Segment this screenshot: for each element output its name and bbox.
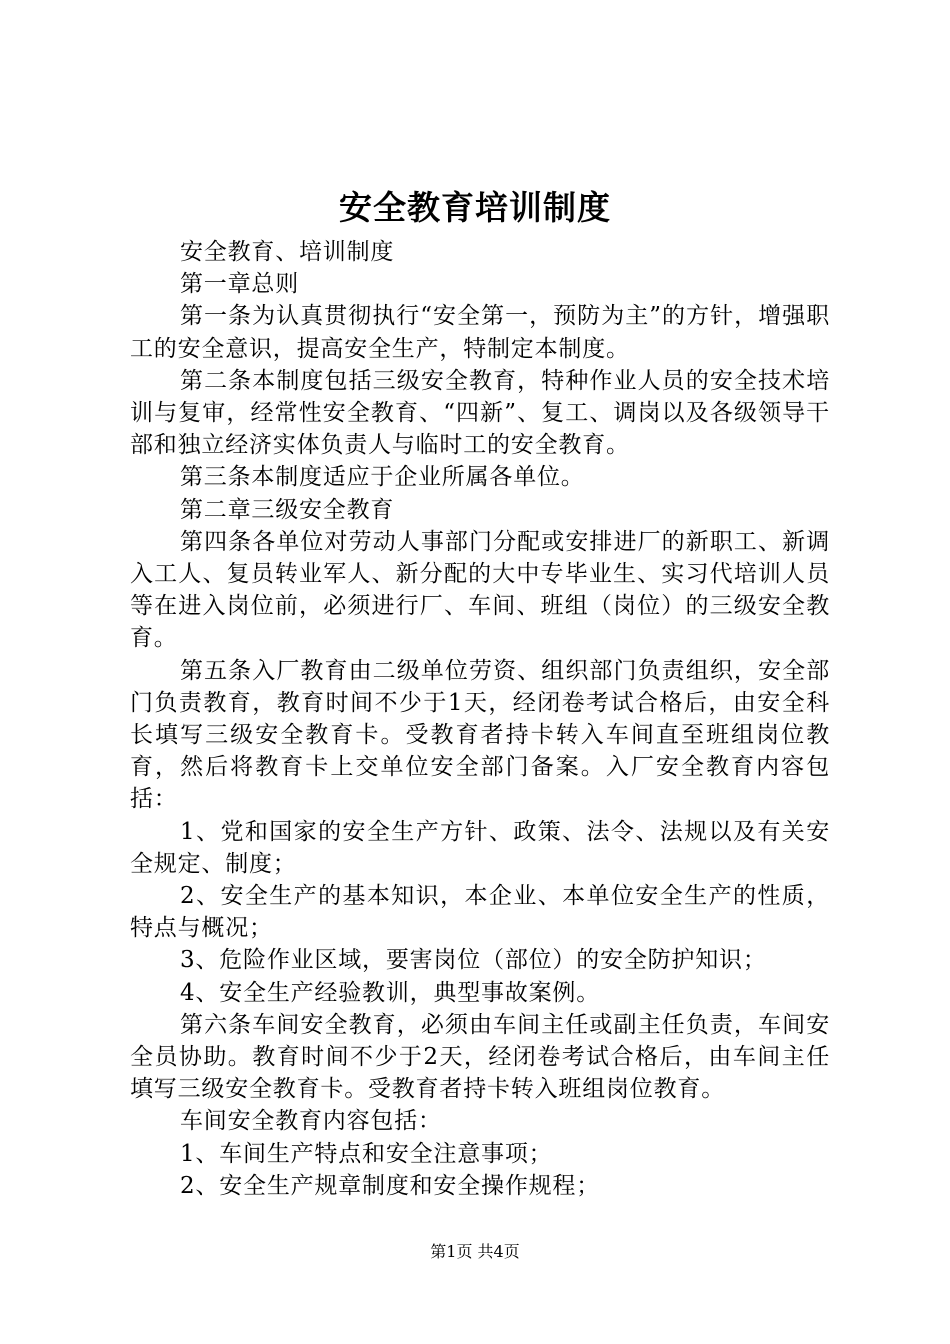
list-item: 3、危险作业区域，要害岗位（部位）的安全防护知识；: [180, 947, 767, 974]
list-item: 1、车间生产特点和安全注意事项；: [180, 1140, 553, 1167]
list-item: 1、党和国家的安全生产方针、政策、法令、法规以及有关安全规定、制度；: [130, 818, 830, 877]
document-title: 安全教育培训制度: [339, 188, 611, 227]
workshop-education-intro: 车间安全教育内容包括：: [180, 1108, 442, 1135]
list-item: 2、安全生产的基本知识，本企业、本单位安全生产的性质，特点与概况；: [130, 883, 830, 942]
article-3: 第三条本制度适应于企业所属各单位。: [180, 464, 585, 491]
article-4: 第四条各单位对劳动人事部门分配或安排进厂的新职工、新调入工人、复员转业军人、新分配的大中专毕业生、实习代培训人员等在进入岗位前，必须进行厂、车间、班组（岗位）的三级安全教育。: [130, 528, 830, 652]
article-1: 第一条为认真贯彻执行“安全第一，预防为主”的方针，增强职工的安全意识，提高安全生产，特制定本制度。: [130, 303, 830, 362]
article-6: 第六条车间安全教育，必须由车间主任或副主任负责，车间安全员协助。教育时间不少于2天，经闭卷考试合格后，由车间主任填写三级安全教育卡。受教育者持卡转入班组岗位教育。: [130, 1011, 830, 1103]
article-5: 第五条入厂教育由二级单位劳资、组织部门负责组织，安全部门负责教育，教育时间不少于1天，经闭卷考试合格后，由安全科长填写三级安全教育卡。受教育者持卡转入车间直至班组岗位教育，然后将教育卡上交单位安全部门备案。入厂安全教育内容包括：: [130, 657, 830, 813]
page-footer: 第1页 共4页: [430, 1242, 520, 1261]
document-body: [130, 236, 830, 1202]
chapter-2-heading: 第二章三级安全教育: [180, 496, 395, 523]
paragraph-heading: 安全教育、培训制度: [180, 239, 395, 265]
chapter-1-heading: 第一章总则: [180, 271, 299, 298]
list-item: 4、安全生产经验教训，典型事故案例。: [180, 979, 601, 1006]
list-item: 2、安全生产规章制度和安全操作规程；: [180, 1172, 601, 1199]
article-2: 第二条本制度包括三级安全教育，特种作业人员的安全技术培训与复审，经常性安全教育、“四新”、复工、调岗以及各级领导干部和独立经济实体负责人与临时工的安全教育。: [130, 367, 830, 459]
